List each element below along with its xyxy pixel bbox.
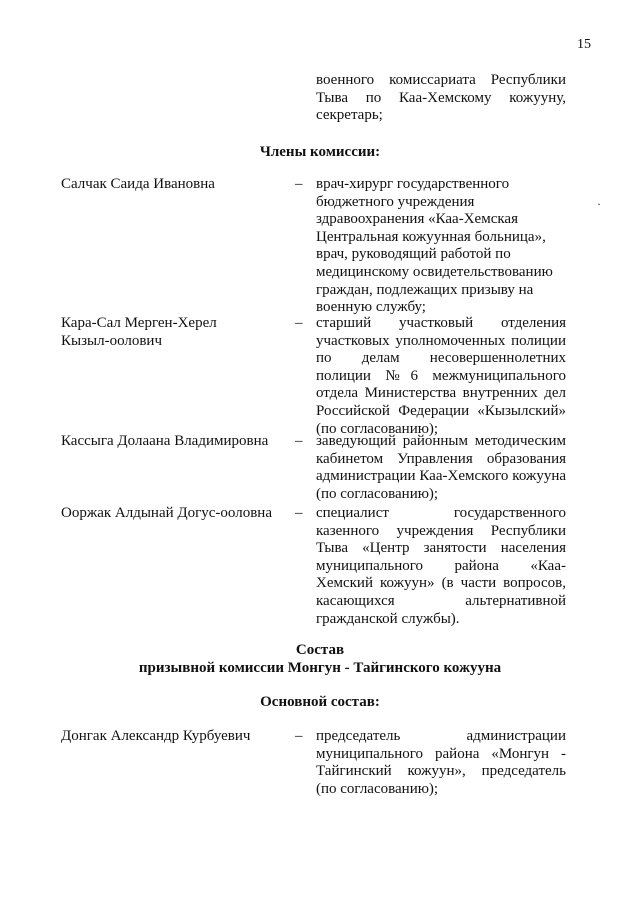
chair-dash: – <box>295 728 303 744</box>
member-description: старший участковый отделения участковых уполномоченных полиции по делам несовершеннолетних полиции №6 межмуниципального отдела Министерства внутренних дел Российской Федерации «Кызылский» (по согласованию); <box>316 315 566 437</box>
member-dash: – <box>295 176 303 192</box>
main-composition-heading: Основной состав: <box>260 694 380 710</box>
member-description: врач-хирург государственного бюджетного учреждения здравоохранения «Каа-Хемская Центральная кожуунная больница», врач, руководящий работой по медицинскому освидетельствованию граждан, подлежащих призыву на военную службу; <box>316 176 553 316</box>
composition-subtitle: призывной комиссии Монгун - Тайгинского кожууна <box>138 660 502 676</box>
member-name: Ооржак Алдынай Догус-ооловна <box>61 505 272 521</box>
scan-dot: · <box>597 197 601 211</box>
chair-name: Донгак Александр Курбуевич <box>61 728 251 744</box>
member-name: Кассыга Долаана Владимировна <box>61 433 269 449</box>
member-dash: – <box>295 433 303 449</box>
member-name: Салчак Саида Ивановна <box>61 176 215 192</box>
continued-text: военного комиссариата Республики Тыва по Каа-Хемскому кожууну, секретарь; <box>316 72 566 124</box>
chair-description: председатель администрации муниципального района «Монгун - Тайгинский кожуун», председатель (по согласованию); <box>316 728 566 797</box>
member-description: заведующий районным методическим кабинетом Управления образования администрации Каа-Хемского кожууна (по согласованию); <box>316 433 566 502</box>
page-number: 15 <box>577 37 591 52</box>
member-dash: – <box>295 315 303 331</box>
member-description: специалист государственного казенного учреждения Республики Тыва «Центр занятости населения муниципального района «Каа-Хемский кожуун» (в части вопросов, касающихся альтернативной гражданской службы). <box>316 505 566 627</box>
member-dash: – <box>295 505 303 521</box>
composition-title: Состав <box>295 642 345 658</box>
members-heading: Члены комиссии: <box>259 144 381 160</box>
member-name: Кара-Сал Мерген-Херел Кызыл-оолович <box>61 315 217 349</box>
